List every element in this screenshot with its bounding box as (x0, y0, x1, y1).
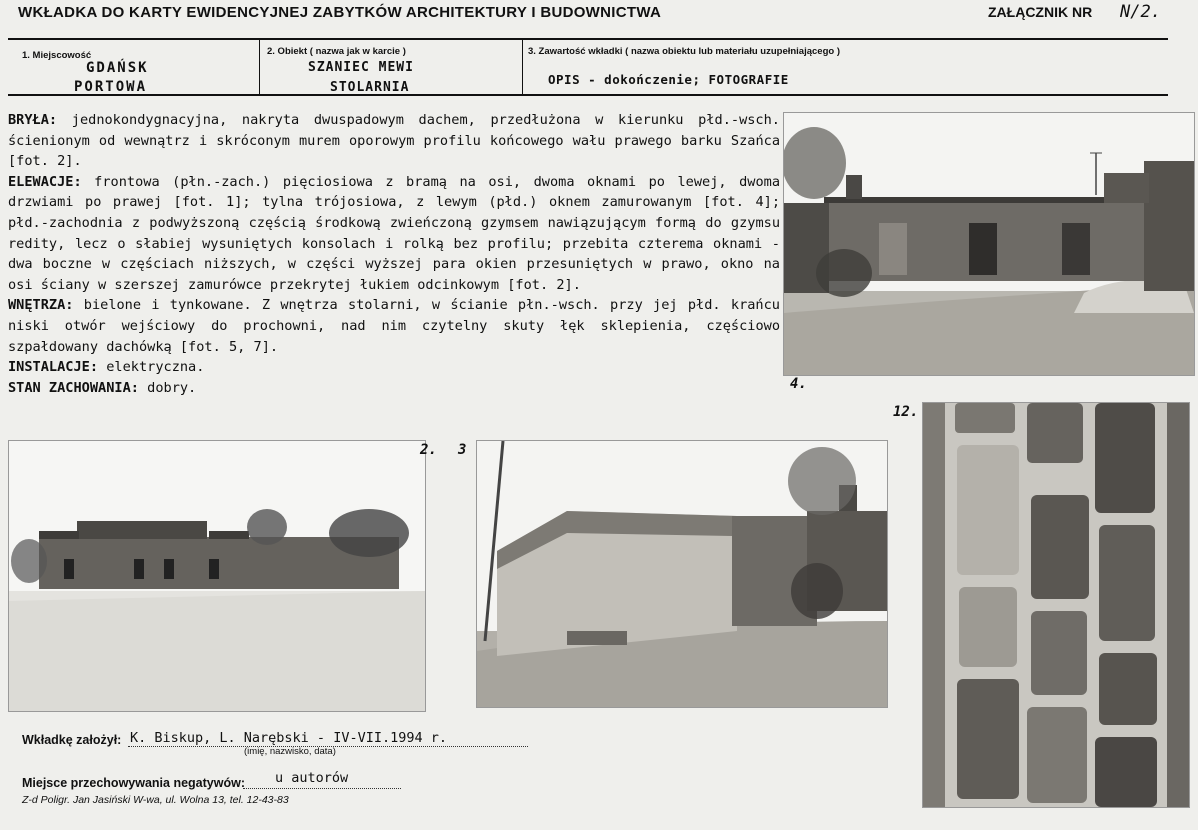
place-city: GDAŃSK (86, 60, 149, 76)
form-title: WKŁADKA DO KARTY EWIDENCYJNEJ ZABYTKÓW ARCHITEKTURY I BUDOWNICTWA (18, 4, 662, 21)
object-subname: STOLARNIA (330, 80, 410, 95)
wnetrza-text: bielone i tynkowane. Z wnętrza stolarni, w ścianie płn.-wsch. przy jej płd. krańcu niski otwór wejściowy do prochowni, nad nim czytelny skuty łęk sklepienia, częściowo szpałdowany dachówką [fot. 5, 7]. (8, 297, 780, 355)
stan-label: STAN ZACHOWANIA: (8, 379, 139, 396)
storage-value: u autorów (275, 770, 349, 786)
stan-text: dobry. (138, 379, 197, 396)
object-name: SZANIEC MEWI (308, 60, 414, 75)
attachment-label: ZAŁĄCZNIK NR (988, 4, 1093, 20)
place-street: PORTOWA (74, 79, 148, 95)
photo-4-number: 4. (790, 376, 807, 392)
elewacje-label: ELEWACJE: (8, 173, 82, 190)
photo-12-brick-detail (922, 402, 1190, 808)
storage-label: Miejsce przechowywania negatywów: (22, 776, 245, 790)
field-divider-1 (259, 39, 260, 95)
founded-hint: (imię, nazwisko, data) (244, 746, 336, 757)
object-label: 2. Obiekt ( nazwa jak w karcie ) (267, 46, 406, 57)
wnetrza-label: WNĘTRZA: (8, 297, 74, 314)
printer-imprint: Z-d Poligr. Jan Jasiński W-wa, ul. Wolna 13, tel. 12-43-83 (22, 794, 289, 806)
bryla-label: BRYŁA: (8, 112, 58, 128)
photo-3-rear-wall (476, 440, 888, 708)
founded-label: Wkładkę założył: (22, 733, 122, 747)
section-elewacje (8, 172, 780, 296)
photo-2-southwest-facade (8, 440, 426, 712)
photo-4-rear-facade (783, 112, 1195, 376)
content-label: 3. Zawartość wkładki ( nazwa obiektu lub materiału uzupełniającego ) (528, 46, 840, 57)
content-value: OPIS - dokończenie; FOTOGRAFIE (548, 72, 789, 87)
instalacje-label: INSTALACJE: (8, 359, 99, 376)
header-top-rule (8, 38, 1168, 40)
description-text (8, 110, 780, 398)
founded-value: K. Biskup, L. Narębski - IV-VII.1994 r. (130, 730, 447, 746)
section-bryla (8, 110, 780, 172)
photo-2-number: 2. (420, 442, 437, 458)
section-stan (8, 378, 780, 399)
storage-dotline (243, 788, 401, 789)
photo-3-number: 3 (458, 442, 467, 458)
section-wnetrza (8, 295, 780, 357)
place-label: 1. Miejscowość (22, 50, 92, 61)
attachment-number: N/2. (1120, 2, 1161, 22)
elewacje-text: frontowa (płn.-zach.) pięciosiowa z bramą na osi, dwoma oknami po lewej, dwoma drzwiami po prawej [fot. 1]; tylna trójosiowa, z lewym (płd.) oknem zamurowanym [fot. 4]; płd.-zachodnia z podwyższoną częścią środkową zwieńczoną gzymsem nawiązującym formą do gzymsu redity, lecz o słabiej wysuniętych konsolach i rolką bez profilu; przebita czterema oknami - dwa boczne w częściach niższych, w części wyższej para okien przesuniętych w prawo, okno na osi ściany w szerszej zamurówce przekrytej łukiem odcinkowym [fot. 2]. (8, 173, 780, 293)
header-bottom-rule (8, 94, 1168, 96)
bryla-text: jednokondygnacyjna, nakryta dwuspadowym dachem, przedłużona w kierunku płd.-wsch. ścienionym od wewnątrz i skróconym murem oporowym profilu końcowego wału prawego barku Szańca [fot. 2]. (8, 112, 780, 170)
photo-12-number: 12. (893, 404, 919, 420)
instalacje-text: elektryczna. (98, 359, 205, 376)
section-instalacje (8, 357, 780, 378)
field-divider-2 (522, 39, 523, 95)
